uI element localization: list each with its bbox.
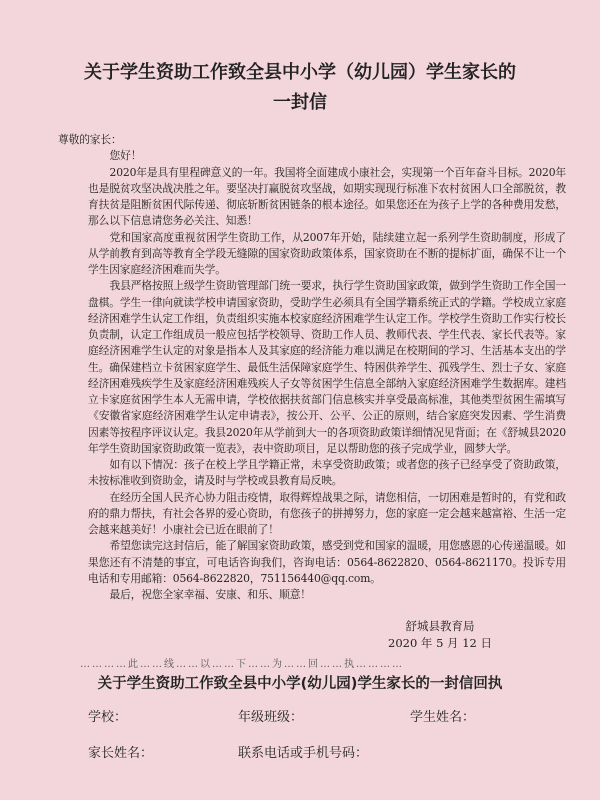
paragraph-7: 最后，祝您全家幸福、安康、和乐、顺意！ [109,588,311,601]
paragraph-4: 如有以下情况：孩子在校上学且学籍正常，未享受资助政策；或者您的孩子已经享受了资助政策，未按标准收到资助金，请及时与学校或县教育局反映。 [88,458,566,488]
phone-field-label: 联系电话或手机号码： [238,746,369,761]
school-field-label: 学校： [88,710,128,725]
letter-title [40,58,560,118]
receipt-title: 关于学生资助工作致全县中小学(幼儿园)学生家长的一封信回执 [97,676,503,692]
parent-name-field-label: 家长姓名： [88,746,154,761]
paragraph-2: 党和国家高度重视贫困学生资助工作，从2007年开始，陆续建立起一系列学生资助制度，形成了从学前教育到高等教育全学段无缝隙的国家资助政策体系，国家资助在不断的提标扩面，确保不让一个学生因家庭经济困难而失学。 [88,230,566,276]
letter-body [58,132,566,603]
grade-field-label: 年级班级： [238,710,304,725]
paragraph-6: 希望您读完这封信后，能了解国家资助政策，感受到党和国家的温暖，用您感恩的心传递温暖。如果您还有不清楚的事宜，可电话咨询我们，咨询电话：0564-8622820、0564-8621170。投诉专用电话和专用邮箱：0564-8622820，751156440@qq.com。 [88,539,566,585]
signature-org: 舒城县教育局 [405,619,475,633]
signature-date: 2020 年 5 月 12 日 [388,636,492,650]
paragraph-3: 我县严格按照上级学生资助管理部门统一要求，执行学生资助国家政策，做到学生资助工作全国一盘棋。学生一律向就读学校申请国家资助，受助学生必须具有全国学籍系统正式的学籍。学校成立家庭经济困难学生认定工作组，负责组织实施本校家庭经济困难学生认定工作。学校学生资助工作实行校长负责制，认定工作组成员一般应包括学校领导、资助工作人员、教师代表、学生代表、家长代表等。家庭经济困难学生认定的对象是指本人及其家庭的经济能力难以满足在校期间的学习、生活基本支出的学生。确保建档立卡贫困家庭学生、最低生活保障家庭学生、特困供养学生、孤残学生、烈士子女、家庭经济困难残疾学生及家庭经济困难残疾人子女等贫困学生信息全部纳入家庭经济困难学生数据库。建档立卡家庭贫困学生本人无需申请，学校依据扶贫部门信息核实并享受最高标准，其他类型贫困生需填写《安徽省家庭经济困难学生认定申请表》，按公开、公平、公正的原则，结合家庭突发因素、学生消费因素等按程序评议认定。我县2020年从学前到大一的各项资助政策详细情况见背面；在《舒城县2020年学生资助国家资助政策一览表》，表中资助项目，足以帮助您的孩子完成学业，圆梦大学。 [88,279,566,455]
cut-line: …………此……线……以……下……为……回……执………… [80,659,404,670]
title-line-1: 关于学生资助工作致全县中小学（幼儿园）学生家长的 [84,62,516,83]
student-name-field-label: 学生姓名： [410,710,476,725]
greeting: 您好！ [109,149,142,163]
salutation: 尊敬的家长： [58,133,122,146]
paragraph-1: 2020年是具有里程碑意义的一年。我国将全面建成小康社会，实现第一个百年奋斗目标。2020年也是脱贫攻坚决战决胜之年。要坚决打赢脱贫攻坚战，如期实现现行标准下农村贫困人口全部脱贫，教育扶贫是阻断贫困代际传递、彻底斩断贫困链条的根本途径。如果您还在为孩子上学的各种费用发愁，那么以下信息请您务必关注、知悉！ [88,165,566,228]
signature-block [388,618,492,652]
title-line-2: 一封信 [273,92,327,113]
paragraph-5: 在经历全国人民齐心协力阻击疫情，取得辉煌战果之际，请您相信，一切困难是暂时的，有党和政府的鼎力帮扶，有社会各界的爱心资助，有您孩子的拼搏努力，您的家庭一定会越来越富裕、生活一定会越来越美好！小康社会已近在眼前了！ [88,490,566,536]
